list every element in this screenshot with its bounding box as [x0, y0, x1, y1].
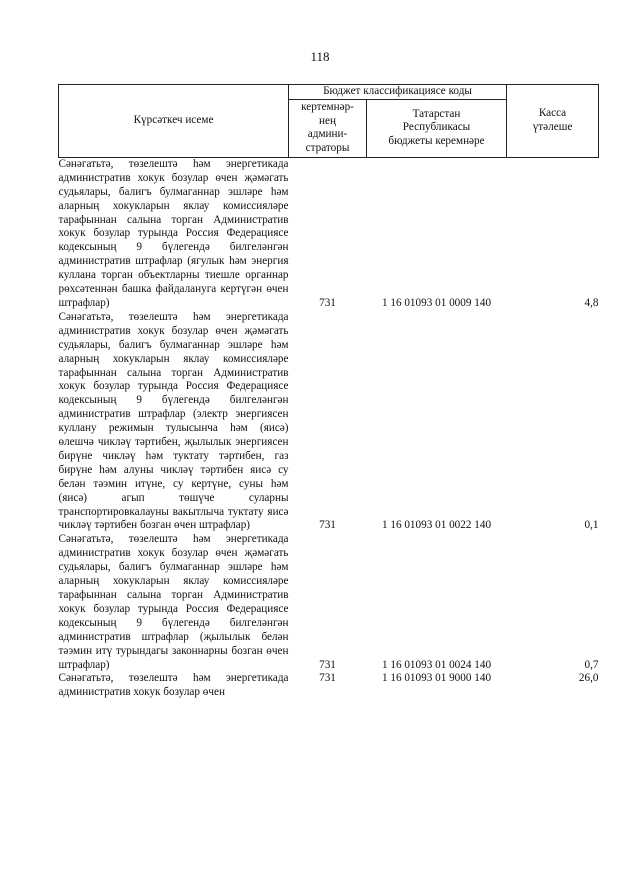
- header-revenue-code: Татарстан Республикасы бюджеты керемнәре: [367, 99, 507, 157]
- table-body: [59, 157, 599, 700]
- header-admin-code: кертемнәр- нең админи- страторы: [289, 99, 367, 157]
- row-indicator-name: Сәнәгатьтә, төзелештә һәм энергетикада административ хокук бозулар өчен җәмәгать судьялары, балигъ булмаганнар эшләре һәм аларның хокукларын яклау комиссияләре тарафыннан салына торган Административ хокук бозулар турында Россия Федерациясе кодексының 9 бүлегендә билгеләнгән административ штрафлар (ягулык һәм энергия куллана торган объектларны тиешле органнар рөхсәтеннән башка файдалануга кертүгән өчен штрафлар): [58, 157, 289, 309]
- header-budget-code-group: Бюджет классификациясе коды: [289, 85, 507, 100]
- row-cash-execution: 26,0: [578, 672, 599, 685]
- row-indicator-name: Сәнәгатьтә, төзелештә һәм энергетикада административ хокук бозулар өчен: [58, 672, 289, 699]
- row-indicator-name: Сәнәгатьтә, төзелештә һәм энергетикада административ хокук бозулар өчен җәмәгать судьялары, балигъ булмаганнар эшләре һәм аларның хокукларын яклау комиссияләре тарафыннан салына торган Административ хокук бозулар турында Россия Федерациясе кодексының 9 бүлегендә билгеләнгән административ штрафлар (җылылык белән тәэмин итү турындагы законнарны бозган өчен штрафлар): [58, 533, 289, 671]
- row-admin-code: 731: [319, 658, 336, 671]
- row-admin-code: 731: [319, 519, 336, 532]
- row-revenue-code: 1 16 01093 01 0024 140: [381, 658, 492, 671]
- row-cash-execution: 0,7: [584, 658, 599, 671]
- page-number: 118: [310, 49, 330, 64]
- row-indicator-name: Сәнәгатьтә, төзелештә һәм энергетикада административ хокук бозулар өчен җәмәгать судьялары, балигъ булмаганнар эшләре һәм аларның хокукларын яклау комиссияләре тарафыннан салына торган Административ хокук бозулар турында Россия Федерациясе кодексының 9 бүлегендә билгеләнгән административ штрафлар (электр энергиясен куллану режимын тулысынча һәм (яисә) өлешчә чикләү тәртибен, җылылык энергиясен бирүне чикләү һәм туктату тәртибен, газ бирүне һәм алуны чикләү тәртибен яисә су белән тәэмин итүне, су кертүне, суны һәм (яисә) агып төшүче суларны транспортировкалауны вакытлыча туктату яисә чикләү тәртибен бозган өчен штрафлар): [58, 310, 289, 532]
- table-row: [59, 672, 599, 700]
- row-cash-execution: 0,1: [584, 519, 599, 532]
- table-row: [59, 157, 599, 310]
- header-indicator-name: Күрсәткеч исеме: [59, 85, 289, 158]
- row-revenue-code: 1 16 01093 01 9000 140: [381, 672, 492, 685]
- header-cash-execution: Касса үтәлеше: [507, 85, 599, 158]
- row-revenue-code: 1 16 01093 01 0009 140: [381, 296, 492, 309]
- budget-table: [58, 84, 599, 700]
- row-revenue-code: 1 16 01093 01 0022 140: [381, 519, 492, 532]
- row-admin-code: 731: [319, 296, 336, 309]
- table-row: [59, 311, 599, 534]
- row-admin-code: 731: [319, 672, 336, 685]
- table-row: [59, 533, 599, 672]
- row-cash-execution: 4,8: [584, 296, 599, 309]
- table-header: [59, 85, 599, 158]
